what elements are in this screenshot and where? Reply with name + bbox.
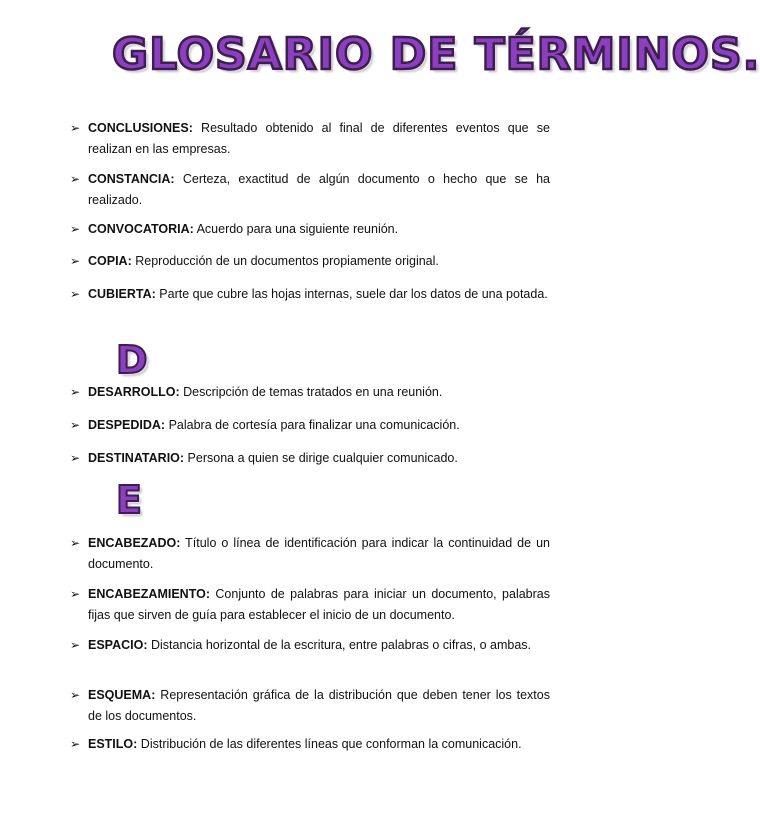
entry-term: ENCABEZAMIENTO: — [88, 587, 210, 601]
page-title: GLOSARIO DE TÉRMINOS. — [112, 29, 760, 80]
glossary-entry — [70, 415, 550, 436]
glossary-entry — [70, 635, 550, 656]
entry-definition: Descripción de temas tratados en una reunión. — [179, 385, 443, 399]
entry-term: COPIA: — [88, 254, 132, 268]
arrow-bullet-icon: ➢ — [70, 222, 81, 236]
glossary-entry — [70, 118, 550, 160]
arrow-bullet-icon: ➢ — [70, 385, 81, 399]
arrow-bullet-icon: ➢ — [70, 254, 81, 268]
arrow-bullet-icon: ➢ — [70, 638, 81, 652]
entry-term: DESPEDIDA: — [88, 418, 166, 432]
entry-definition: Parte que cubre las hojas internas, suele dar los datos de una potada. — [155, 287, 548, 301]
entry-term: ESPACIO: — [88, 638, 148, 652]
entry-term: CUBIERTA: — [88, 287, 156, 301]
glossary-entry — [70, 219, 550, 240]
glossary-entry — [70, 584, 550, 626]
entry-definition: Distancia horizontal de la escritura, entre palabras o cifras, o ambas. — [147, 638, 532, 652]
entry-definition: Representación gráfica de la distribución que deben tener los textos de los documentos. — [88, 688, 550, 723]
entry-definition: Resultado obtenido al final de diferentes eventos que se realizan en las empresas. — [88, 121, 550, 156]
arrow-bullet-icon: ➢ — [70, 287, 81, 301]
arrow-bullet-icon: ➢ — [70, 536, 81, 550]
entry-term: ESQUEMA: — [88, 688, 156, 702]
entry-term: DESARROLLO: — [88, 385, 180, 399]
entry-definition: Conjunto de palabras para iniciar un documento, palabras fijas que sirven de guía para establecer el inicio de un documento. — [88, 587, 550, 622]
arrow-bullet-icon: ➢ — [70, 688, 81, 702]
glossary-entry — [70, 533, 550, 575]
entry-definition: Título o línea de identificación para indicar la continuidad de un documento. — [88, 536, 550, 571]
arrow-bullet-icon: ➢ — [70, 587, 81, 601]
entry-definition: Reproducción de un documentos propiamente original. — [131, 254, 439, 268]
section-letter-d: D — [116, 338, 148, 382]
arrow-bullet-icon: ➢ — [70, 172, 81, 186]
glossary-entry — [70, 251, 550, 272]
section-letter-e: E — [116, 478, 142, 522]
glossary-entry — [70, 734, 550, 755]
glossary-entry — [70, 169, 550, 211]
entry-term: DESTINATARIO: — [88, 451, 185, 465]
arrow-bullet-icon: ➢ — [70, 121, 81, 135]
glossary-entry — [70, 284, 550, 305]
entry-definition: Certeza, exactitud de algún documento o hecho que se ha realizado. — [88, 172, 550, 207]
entry-term: CONVOCATORIA: — [88, 222, 194, 236]
entry-term: ESTILO: — [88, 737, 138, 751]
arrow-bullet-icon: ➢ — [70, 451, 81, 465]
entry-definition: Acuerdo para una siguiente reunión. — [193, 222, 399, 236]
glossary-entry — [70, 382, 550, 403]
entry-term: CONCLUSIONES: — [88, 121, 193, 135]
entry-definition: Persona a quien se dirige cualquier comunicado. — [184, 451, 458, 465]
entry-term: CONSTANCIA: — [88, 172, 175, 186]
entry-definition: Palabra de cortesía para finalizar una comunicación. — [165, 418, 460, 432]
arrow-bullet-icon: ➢ — [70, 737, 81, 751]
entry-definition: Distribución de las diferentes líneas que conforman la comunicación. — [137, 737, 522, 751]
entry-term: ENCABEZADO: — [88, 536, 181, 550]
glossary-entry — [70, 448, 550, 469]
glossary-entry — [70, 685, 550, 727]
arrow-bullet-icon: ➢ — [70, 418, 81, 432]
